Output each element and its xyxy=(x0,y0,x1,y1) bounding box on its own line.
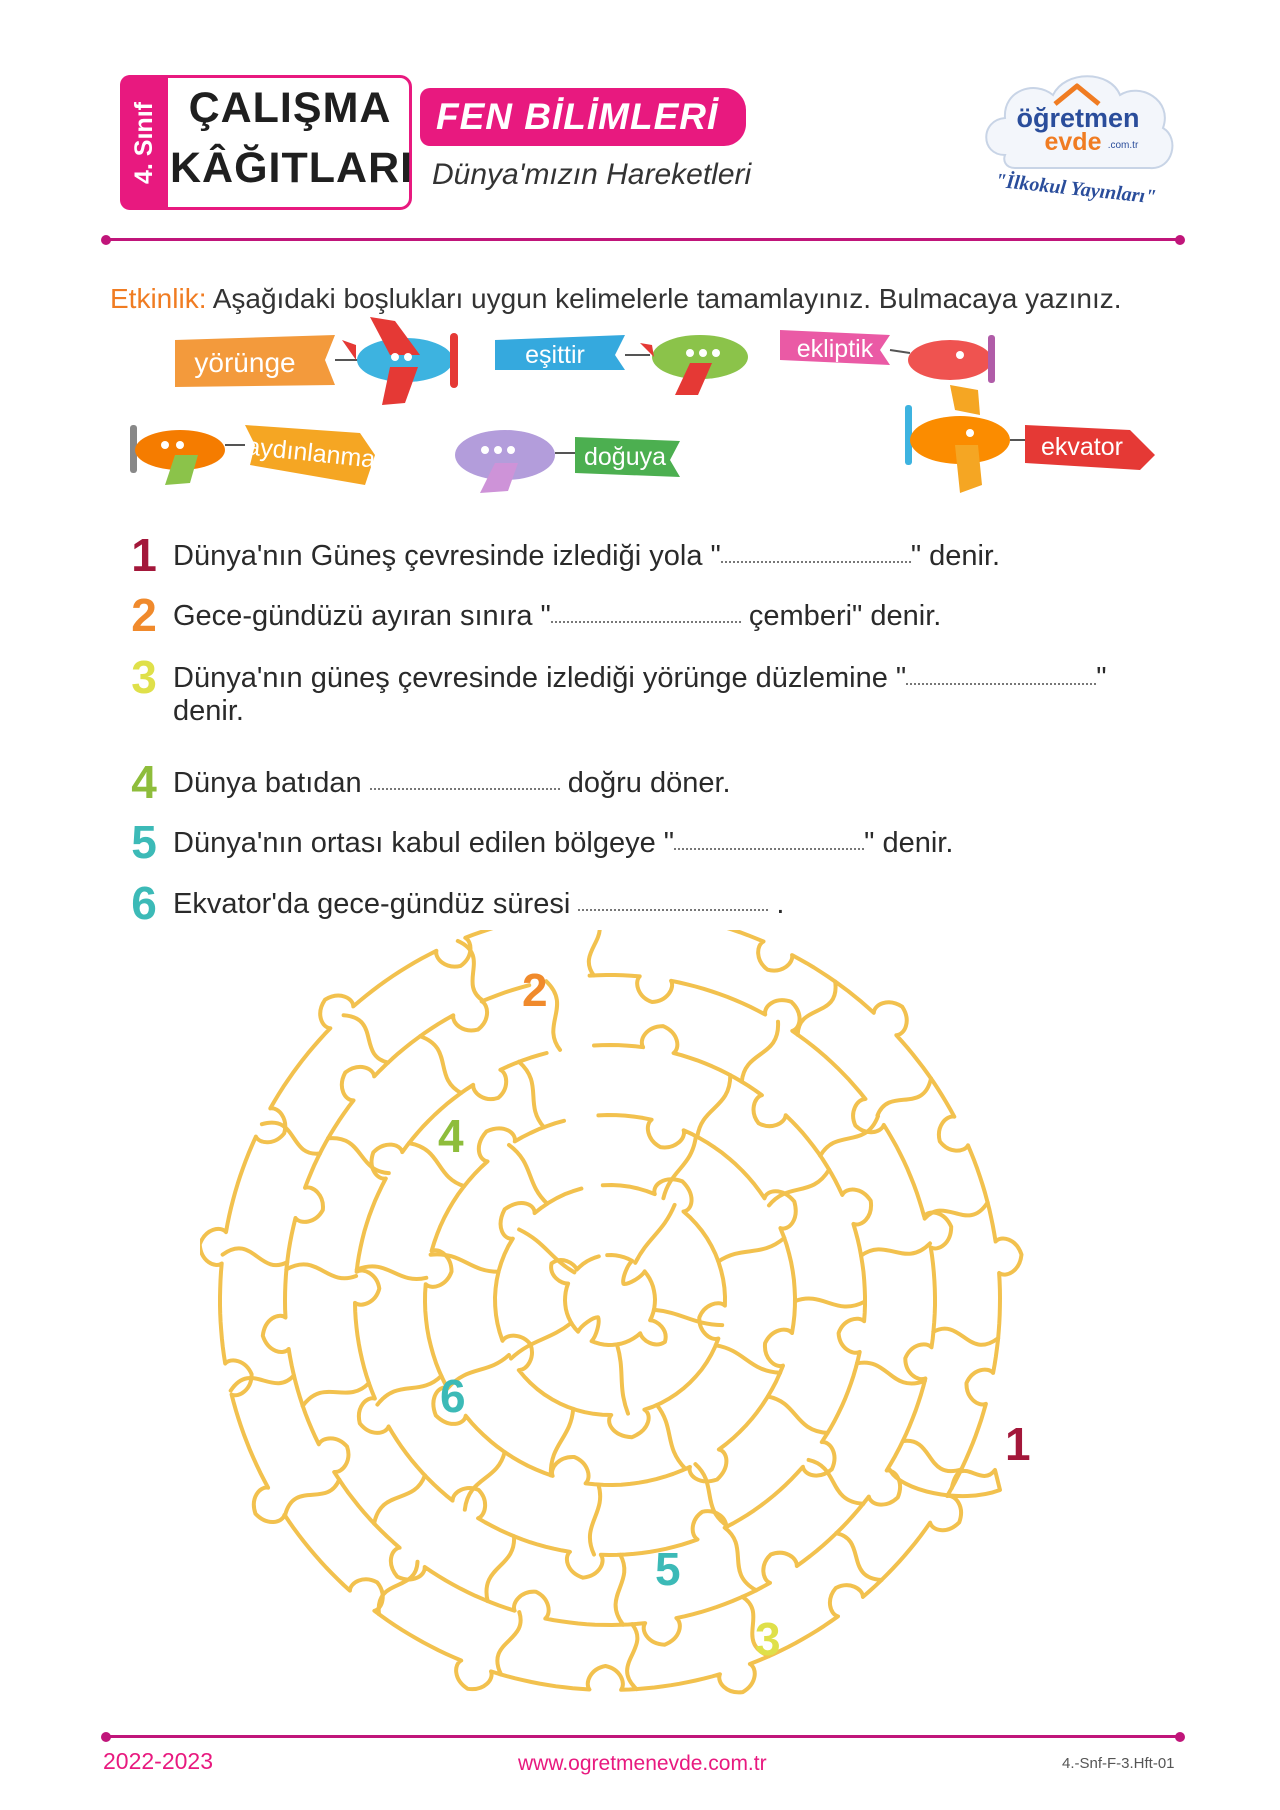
logo-word-2: evde xyxy=(1044,128,1102,156)
word-banner-ekliptik xyxy=(780,330,910,365)
puzzle-marker-5: 5 xyxy=(655,1543,681,1595)
word-label: doğuya xyxy=(583,443,667,471)
word-label: eşittir xyxy=(525,341,585,369)
question-5 xyxy=(125,815,953,869)
question-text: Dünya'nın ortası kabul edilen bölgeye " xyxy=(173,827,675,859)
plane-icon xyxy=(130,425,225,485)
rule-dot xyxy=(101,235,111,245)
title-line-1: ÇALIŞMA xyxy=(188,84,392,132)
question-text: Dünya'nın Güneş çevresinde izlediği yola " xyxy=(173,540,721,572)
puzzle-marker-1: 1 xyxy=(1005,1418,1031,1470)
puzzle-marker-6: 6 xyxy=(440,1370,466,1422)
question-number: 5 xyxy=(131,816,157,868)
question-4 xyxy=(125,755,731,809)
rule-dot xyxy=(1175,235,1185,245)
answer-blank-1[interactable] xyxy=(721,545,911,563)
topic-title: Dünya'mızın Hareketleri xyxy=(432,158,752,191)
question-number: 1 xyxy=(131,529,157,581)
footer-code: 4.-Snf-F-3.Hft-01 xyxy=(1062,1755,1175,1772)
answer-blank-3[interactable] xyxy=(906,667,1096,685)
word-label: aydınlanma xyxy=(245,432,377,474)
word-banner-aydinlanma xyxy=(225,425,377,485)
question-3 xyxy=(125,650,1107,704)
activity-instruction xyxy=(110,283,1122,315)
logo-word-1: öğretmen xyxy=(1016,103,1140,133)
question-1 xyxy=(125,528,1000,582)
word-label: yörünge xyxy=(194,347,296,378)
word-label: ekliptik xyxy=(796,335,874,363)
header-rule xyxy=(105,238,1180,241)
footer-rule xyxy=(105,1735,1180,1738)
subject-label: FEN BİLİMLERİ xyxy=(420,88,746,146)
rule-dot xyxy=(1175,1732,1185,1742)
rule-dot xyxy=(101,1732,111,1742)
question-text-end: doğru döner. xyxy=(559,767,731,799)
word-label: ekvator xyxy=(1041,433,1123,461)
plane-icon xyxy=(455,430,555,493)
question-number: 6 xyxy=(131,877,157,929)
question-text-end: " xyxy=(1096,662,1107,694)
logo-tagline: "İlkokul Yayınları" xyxy=(994,169,1158,209)
answer-blank-4[interactable] xyxy=(370,772,560,790)
word-banner-doguya xyxy=(555,437,680,477)
footer-url[interactable]: www.ogretmenevde.com.tr xyxy=(518,1752,767,1775)
logo-domain: .com.tr xyxy=(1107,140,1139,151)
question-text-end: " denir. xyxy=(910,540,1001,572)
activity-text: Aşağıdaki boşlukları uygun kelimelerle tamamlayınız. Bulmacaya yazınız. xyxy=(212,283,1122,314)
plane-icon xyxy=(908,335,995,383)
word-bank xyxy=(120,315,1180,495)
answer-blank-6[interactable] xyxy=(578,893,768,911)
word-banner-esittir xyxy=(495,335,650,370)
question-text-end: " denir. xyxy=(864,827,954,859)
ogretmenevde-logo xyxy=(975,60,1180,220)
spiral-puzzle[interactable] xyxy=(200,930,1100,1730)
question-text-end: . xyxy=(768,888,785,920)
puzzle-marker-4: 4 xyxy=(438,1110,464,1162)
puzzle-marker-2: 2 xyxy=(522,964,548,1016)
puzzle-marker-3: 3 xyxy=(755,1613,781,1665)
question-3-continuation: denir. xyxy=(173,695,244,727)
word-banner-ekvator xyxy=(1010,425,1155,470)
question-number: 2 xyxy=(131,589,157,641)
question-number: 3 xyxy=(131,651,157,703)
footer-year: 2022-2023 xyxy=(103,1748,213,1774)
plane-icon xyxy=(640,335,748,395)
question-6 xyxy=(125,876,784,930)
question-text-end: çemberi" denir. xyxy=(740,600,942,632)
question-text: Dünya batıdan xyxy=(173,767,370,799)
plane-icon xyxy=(905,385,1010,493)
question-number: 4 xyxy=(131,756,157,808)
word-banner-yorunge xyxy=(175,335,360,387)
activity-label: Etkinlik: xyxy=(110,283,207,314)
question-text: Ekvator'da gece-gündüz süresi xyxy=(173,888,579,920)
question-2 xyxy=(125,588,941,642)
grade-label: 4. Sınıf xyxy=(130,102,158,184)
plane-icon xyxy=(342,317,458,405)
title-line-2: KÂĞITLARI xyxy=(170,144,414,192)
answer-blank-5[interactable] xyxy=(674,832,864,850)
answer-blank-2[interactable] xyxy=(551,605,741,623)
question-text: Gece-gündüzü ayıran sınıra " xyxy=(173,600,551,632)
question-text: Dünya'nın güneş çevresinde izlediği yörünge düzlemine " xyxy=(173,662,907,694)
